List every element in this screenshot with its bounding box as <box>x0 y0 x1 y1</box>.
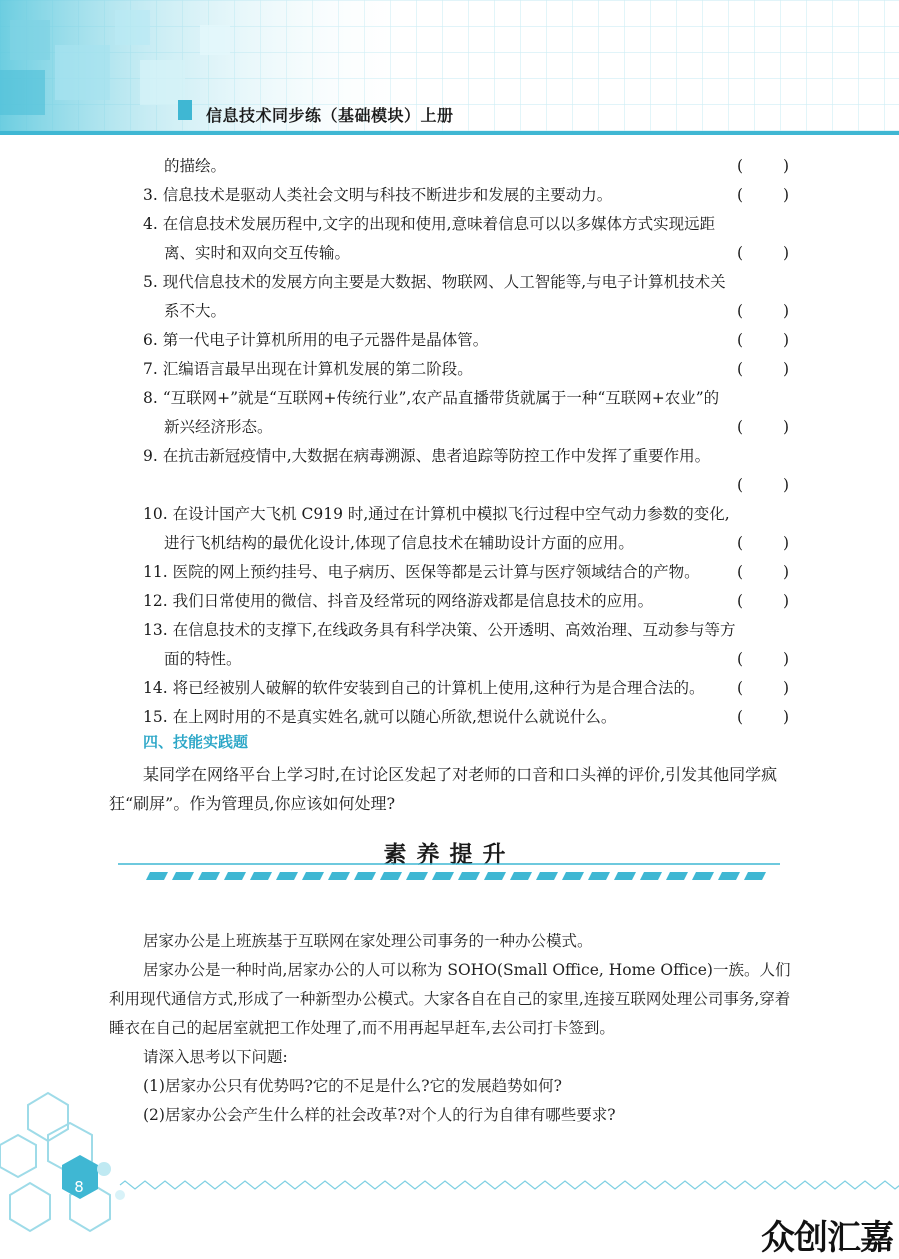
question-text: 离、实时和双向交互传输。 <box>164 244 351 262</box>
paren-left: ( <box>737 650 744 668</box>
answer-blank <box>737 471 789 500</box>
question-line <box>143 645 793 674</box>
paren-left: ( <box>737 679 744 697</box>
question-text: 7. 汇编语言最早出现在计算机发展的第二阶段。 <box>143 360 473 378</box>
question-line <box>143 529 793 558</box>
question-text: 15. 在上网时用的不是真实姓名,就可以随心所欲,想说什么就说什么。 <box>143 708 617 726</box>
question-text: 11. 医院的网上预约挂号、电子病历、医保等都是云计算与医疗领域结合的产物。 <box>143 563 700 581</box>
paren-right: ) <box>782 534 789 552</box>
question-line <box>143 384 793 413</box>
question-text: 9. 在抗击新冠疫情中,大数据在病毒溯源、患者追踪等防控工作中发挥了重要作用。 <box>143 447 711 465</box>
paren-right: ) <box>782 244 789 262</box>
answer-blank <box>737 529 789 558</box>
reading-paragraph: 居家办公是上班族基于互联网在家处理公司事务的一种办公模式。 <box>143 932 593 950</box>
paren-left: ( <box>737 708 744 726</box>
answer-blank <box>737 558 789 587</box>
paren-left: ( <box>737 563 744 581</box>
paren-right: ) <box>782 592 789 610</box>
question-line <box>143 703 793 732</box>
answer-blank <box>737 297 789 326</box>
paren-left: ( <box>737 302 744 320</box>
answer-blank <box>737 674 789 703</box>
question-line <box>143 181 793 210</box>
question-text: 12. 我们日常使用的微信、抖音及经常玩的网络游戏都是信息技术的应用。 <box>143 592 654 610</box>
question-line <box>143 152 793 181</box>
question-line <box>143 616 793 645</box>
paren-left: ( <box>737 331 744 349</box>
reading-paragraph: 居家办公是一种时尚,居家办公的人可以称为 SOHO(Small Office, Home Office)一族。人们利用现代通信方式,形成了一种新型办公模式。大家各自在自己的家里,连接互联网处理公司事务,穿着睡衣在自己的起居室就把工作处理了,而不用再起早赶车,去公司打卡签到。 <box>109 961 791 1037</box>
practice-text: 某同学在网络平台上学习时,在讨论区发起了对老师的口音和口头禅的评价,引发其他同学疯狂“刷屏”。作为管理员,你应该如何处理? <box>109 765 778 813</box>
answer-blank <box>737 326 789 355</box>
banner-title: 素养提升 <box>383 842 516 868</box>
banner-decoration <box>118 862 780 884</box>
answer-blank <box>737 239 789 268</box>
paren-right: ) <box>782 650 789 668</box>
question-line <box>143 587 793 616</box>
paren-left: ( <box>737 244 744 262</box>
paren-left: ( <box>737 157 744 175</box>
reading-prompt: 请深入思考以下问题: <box>143 1048 288 1066</box>
question-text: 面的特性。 <box>164 650 242 668</box>
question-text: 13. 在信息技术的支撑下,在线政务具有科学决策、公开透明、高效治理、互动参与等方 <box>143 621 736 639</box>
paren-left: ( <box>737 186 744 204</box>
question-line <box>143 500 793 529</box>
question-line <box>143 413 793 442</box>
question-line <box>143 674 793 703</box>
header-title: 信息技术同步练（基础模块）上册 <box>206 106 454 125</box>
answer-blank <box>737 587 789 616</box>
paren-left: ( <box>737 476 744 494</box>
paren-left: ( <box>737 418 744 436</box>
question-text: 8. “互联网+”就是“互联网+传统行业”,农产品直播带货就属于一种“互联网+农业”的 <box>143 389 720 407</box>
question-text: 6. 第一代电子计算机所用的电子元器件是晶体管。 <box>143 331 489 349</box>
paren-right: ) <box>782 679 789 697</box>
question-line <box>143 297 793 326</box>
question-line <box>143 326 793 355</box>
question-text: 14. 将已经被别人破解的软件安装到自己的计算机上使用,这种行为是合理合法的。 <box>143 679 705 697</box>
question-line <box>143 239 793 268</box>
paren-right: ) <box>782 186 789 204</box>
paren-right: ) <box>782 708 789 726</box>
answer-blank <box>737 152 789 181</box>
answer-blank <box>737 703 789 732</box>
question-text: 10. 在设计国产大飞机 C919 时,通过在计算机中模拟飞行过程中空气动力参数的变化, <box>143 505 730 523</box>
paren-right: ) <box>782 331 789 349</box>
judgement-list <box>143 152 793 732</box>
question-line <box>143 268 793 297</box>
question-text: 5. 现代信息技术的发展方向主要是大数据、物联网、人工智能等,与电子计算机技术关 <box>143 273 726 291</box>
paren-right: ) <box>782 563 789 581</box>
paren-left: ( <box>737 534 744 552</box>
question-line <box>143 558 793 587</box>
answer-blank <box>737 355 789 384</box>
question-line <box>143 210 793 239</box>
answer-blank <box>737 181 789 210</box>
paren-right: ) <box>782 418 789 436</box>
answer-blank <box>737 413 789 442</box>
paren-right: ) <box>782 302 789 320</box>
reading-question: (1)居家办公只有优势吗?它的不足是什么?它的发展趋势如何? <box>143 1077 562 1095</box>
header-rule <box>0 131 899 135</box>
section-heading: 四、技能实践题 <box>143 733 249 751</box>
question-text: 新兴经济形态。 <box>164 418 273 436</box>
paren-right: ) <box>782 476 789 494</box>
question-text: 进行飞机结构的最优化设计,体现了信息技术在辅助设计方面的应用。 <box>164 534 634 552</box>
question-line <box>143 442 793 471</box>
paren-left: ( <box>737 592 744 610</box>
practice-question <box>109 760 794 818</box>
question-line <box>143 355 793 384</box>
paren-right: ) <box>782 157 789 175</box>
question-line <box>143 471 793 500</box>
paren-left: ( <box>737 360 744 378</box>
question-text: 系不大。 <box>164 302 227 320</box>
page-number: 8 <box>74 1178 84 1196</box>
watermark-logo: 众创汇嘉 <box>761 1218 893 1258</box>
question-text: 3. 信息技术是驱动人类社会文明与科技不断进步和发展的主要动力。 <box>143 186 613 204</box>
answer-blank <box>737 645 789 674</box>
paren-right: ) <box>782 360 789 378</box>
question-text: 的描绘。 <box>164 157 227 175</box>
question-text: 4. 在信息技术发展历程中,文字的出现和使用,意味着信息可以以多媒体方式实现远距 <box>143 215 716 233</box>
reading-question: (2)居家办公会产生什么样的社会改革?对个人的行为自律有哪些要求? <box>143 1106 616 1124</box>
